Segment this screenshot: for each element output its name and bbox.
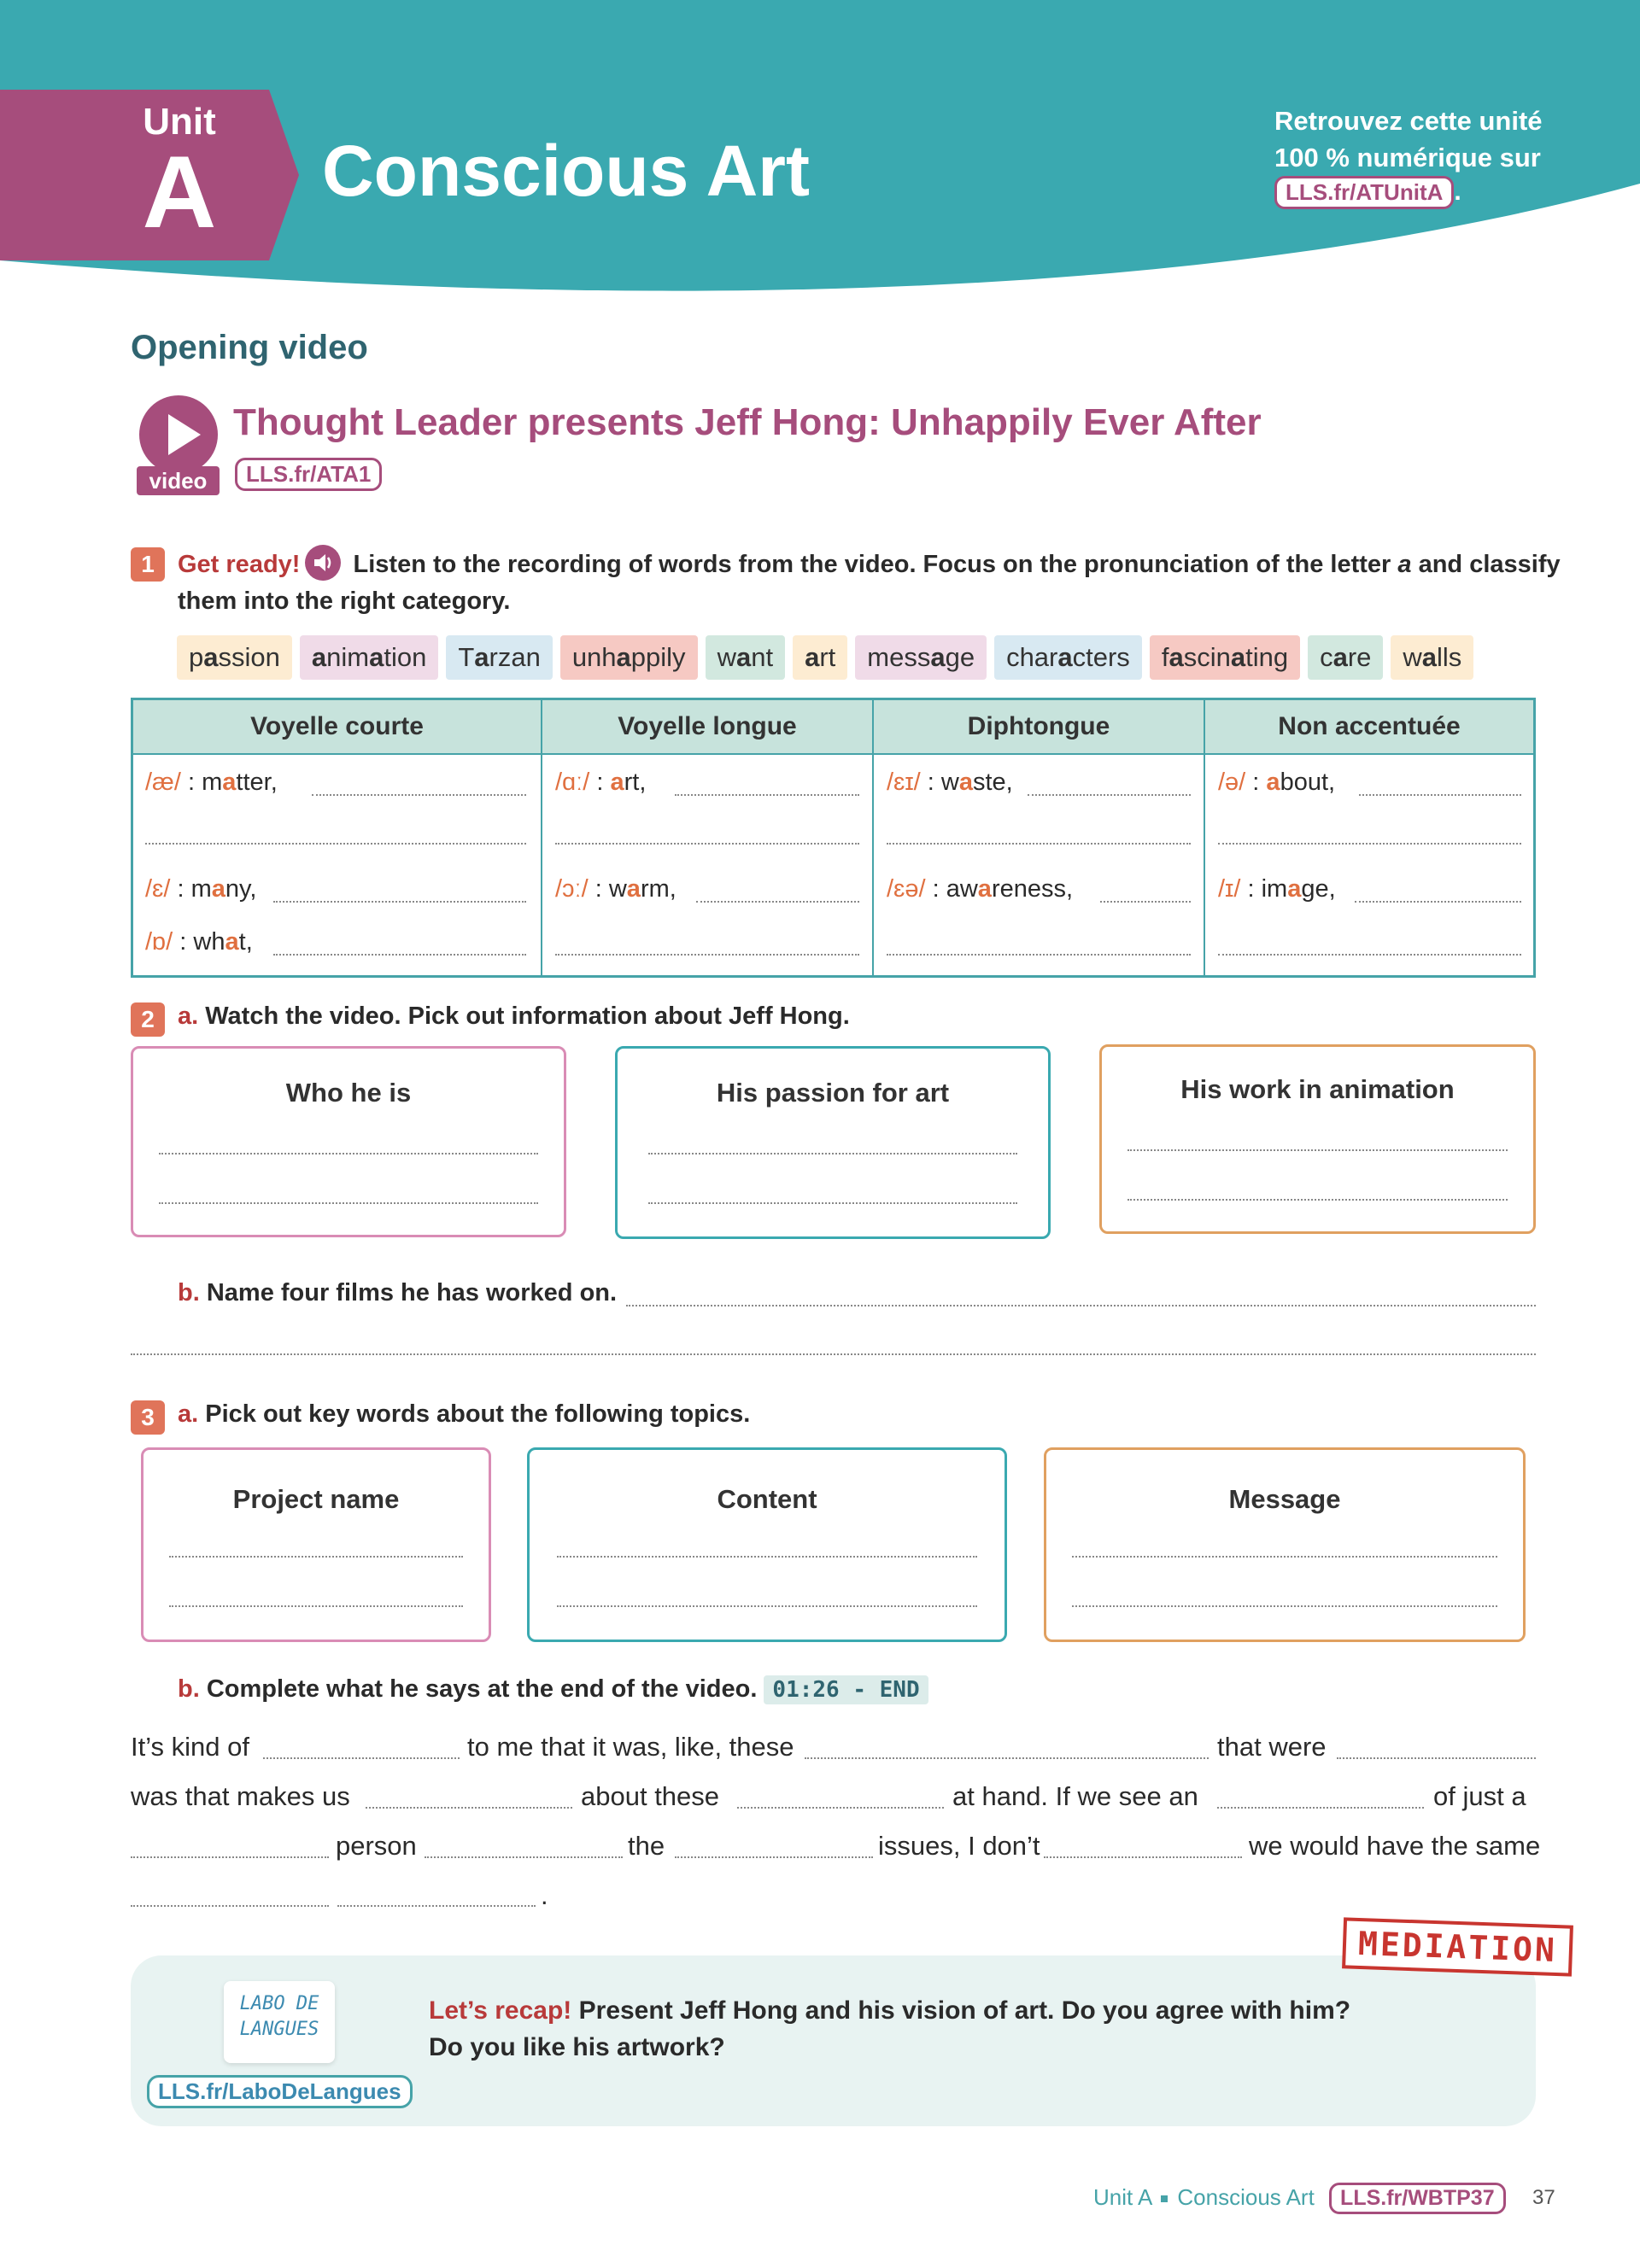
ipa-example xyxy=(1218,769,1335,797)
word-part: rt xyxy=(819,642,836,672)
box-title: Message xyxy=(1228,1484,1341,1514)
ipa-example xyxy=(555,875,676,903)
highlighted-letter: a xyxy=(211,875,226,903)
gap-text: was that makes us xyxy=(131,1781,350,1811)
word-part: nim xyxy=(326,642,370,672)
gap-text: about these xyxy=(581,1781,720,1811)
gap-text: that were xyxy=(1217,1732,1327,1762)
answer-line[interactable] xyxy=(1128,1149,1508,1151)
ipa-example xyxy=(887,875,1073,903)
word-part: rzan xyxy=(489,642,541,672)
speaker-icon[interactable] xyxy=(305,545,341,581)
highlighted-letter: a xyxy=(805,642,820,672)
unit-link-pill[interactable]: LLS.fr/ATUnitA xyxy=(1274,176,1454,209)
footer-separator-icon xyxy=(1161,2195,1168,2202)
blank[interactable] xyxy=(263,1757,460,1759)
word-part: nt xyxy=(751,642,774,672)
exercise-3b-text: Complete what he says at the end of the video. xyxy=(199,1675,758,1703)
ipa-symbol: /ɛ/ xyxy=(145,875,171,903)
recap-instruction xyxy=(429,1992,1350,2066)
word-part: f xyxy=(1161,642,1169,672)
exercise-2b-instruction xyxy=(178,1279,617,1307)
example-word-part: rt, xyxy=(624,769,647,796)
highlighted-letter: a xyxy=(1057,642,1073,672)
word-part: w xyxy=(1403,642,1422,672)
ipa-example xyxy=(145,928,253,956)
answer-line[interactable] xyxy=(1072,1556,1497,1558)
blank[interactable] xyxy=(366,1807,572,1809)
word-part: mess xyxy=(867,642,931,672)
timecode-badge: 01:26 - END xyxy=(764,1675,928,1704)
box-title: Who he is xyxy=(285,1078,412,1108)
exercise-3b-instruction xyxy=(178,1675,928,1704)
answer-box-who-he-is xyxy=(131,1046,566,1237)
answer-line[interactable] xyxy=(169,1605,463,1607)
highlighted-letter: a xyxy=(369,642,384,672)
word-chip[interactable] xyxy=(177,635,292,680)
ipa-symbol: /ə/ xyxy=(1218,769,1246,796)
answer-line[interactable] xyxy=(626,1305,1536,1306)
column-divider xyxy=(1204,700,1205,975)
example-word-part: : im xyxy=(1240,875,1288,903)
recap-line1: Present Jeff Hong and his vision of art. Do you agree with him? xyxy=(571,1996,1351,2025)
highlighted-letter: a xyxy=(930,642,946,672)
part-b-label: b. xyxy=(178,1279,200,1306)
answer-line[interactable] xyxy=(1028,794,1191,796)
answer-line[interactable] xyxy=(1128,1199,1508,1201)
example-word-part: ny, xyxy=(225,875,257,903)
exercise-3a-text: Pick out key words about the following topics. xyxy=(198,1400,751,1428)
answer-line[interactable] xyxy=(1359,794,1521,796)
exercise-1-instruction xyxy=(178,547,1561,620)
blank[interactable] xyxy=(425,1856,623,1858)
answer-line[interactable] xyxy=(557,1605,977,1607)
highlighted-letter: a xyxy=(1332,642,1348,672)
ipa-example xyxy=(145,875,256,903)
word-part: w xyxy=(717,642,736,672)
answer-line[interactable] xyxy=(887,843,1191,845)
highlighted-letter: a xyxy=(735,642,752,672)
example-word-part: ge, xyxy=(1301,875,1336,903)
highlighted-letter: a xyxy=(311,642,327,672)
word-part: c xyxy=(1320,642,1333,672)
highlighted-letter: a xyxy=(1266,769,1280,796)
exercise-number-3: 3 xyxy=(131,1400,165,1435)
video-link[interactable] xyxy=(235,458,382,491)
answer-line[interactable] xyxy=(696,901,859,903)
blank[interactable] xyxy=(737,1807,944,1809)
gap-text: It’s kind of xyxy=(131,1732,250,1762)
example-word-part: t, xyxy=(238,928,253,956)
word-part: ppily xyxy=(630,642,686,672)
box-title: His passion for art xyxy=(716,1078,950,1108)
word-chip[interactable] xyxy=(300,635,438,680)
video-title: Thought Leader presents Jeff Hong: Unhappily Ever After xyxy=(233,401,1262,443)
gap-text: the xyxy=(628,1831,665,1861)
ipa-symbol: /ɒ/ xyxy=(145,928,173,956)
blank[interactable] xyxy=(337,1905,536,1907)
answer-line[interactable] xyxy=(648,1153,1017,1154)
exercise-number-2: 2 xyxy=(131,1002,165,1037)
highlighted-letter: a xyxy=(1287,875,1302,903)
word-chip[interactable] xyxy=(706,635,786,680)
word-chip[interactable] xyxy=(1308,635,1383,680)
word-part: ssion xyxy=(218,642,280,672)
gap-text: at hand. If we see an xyxy=(952,1781,1198,1811)
instruction-text-1: Listen to the recording of words from the video. Focus on the pronunciation of the letter xyxy=(346,551,1398,578)
col-header-diphthong: Diphtongue xyxy=(874,700,1204,755)
ipa-example xyxy=(145,769,278,797)
answer-line[interactable] xyxy=(159,1153,538,1154)
word-chip[interactable] xyxy=(994,635,1142,680)
ipa-example xyxy=(1218,875,1336,903)
answer-box-animation xyxy=(1099,1044,1536,1234)
footer-title: Conscious Art xyxy=(1177,2184,1315,2210)
example-word-part: tter, xyxy=(236,769,278,796)
highlighted-letter: a xyxy=(610,769,624,796)
example-word-part: : m xyxy=(170,875,212,903)
gap-text: to me that it was, like, these xyxy=(467,1732,794,1762)
word-part: scin xyxy=(1183,642,1231,672)
ipa-symbol: /ɛə/ xyxy=(887,875,926,903)
labo-link[interactable]: LLS.fr/LaboDeLangues xyxy=(147,2075,413,2108)
opening-video-heading: Opening video xyxy=(131,329,368,366)
highlighted-letter: a xyxy=(474,642,489,672)
highlighted-letter: a xyxy=(958,769,973,796)
answer-line[interactable] xyxy=(1355,901,1521,903)
word-chip[interactable] xyxy=(1150,635,1300,680)
answer-line[interactable] xyxy=(1218,954,1521,956)
digital-notice-line2: 100 % numérique sur xyxy=(1274,143,1541,172)
answer-line[interactable] xyxy=(648,1202,1017,1204)
gap-text-end: . xyxy=(541,1880,548,1910)
play-icon[interactable] xyxy=(139,395,218,474)
word-list xyxy=(177,635,1473,680)
col-header-short-vowel: Voyelle courte xyxy=(133,700,541,755)
example-word-part: : aw xyxy=(925,875,978,903)
unit-letter: A xyxy=(142,135,217,249)
digital-notice xyxy=(1274,102,1543,176)
highlighted-letter: a xyxy=(225,928,239,956)
column-divider xyxy=(541,700,542,975)
example-word-part: : m xyxy=(180,769,223,796)
letter-a: a xyxy=(1397,551,1412,578)
blank[interactable] xyxy=(131,1856,329,1858)
unit-label: Unit xyxy=(143,101,216,143)
answer-line[interactable] xyxy=(557,1556,977,1558)
answer-line[interactable] xyxy=(1072,1605,1497,1607)
answer-line[interactable] xyxy=(555,843,859,845)
unit-link[interactable] xyxy=(1274,176,1461,209)
gap-text: of just a xyxy=(1433,1781,1526,1811)
answer-line[interactable] xyxy=(145,843,526,845)
answer-line[interactable] xyxy=(675,794,859,796)
word-part: p xyxy=(189,642,204,672)
word-part: char xyxy=(1006,642,1058,672)
ipa-symbol: /ɔː/ xyxy=(555,875,589,903)
example-word-part: : xyxy=(589,769,611,796)
labo-logo-line2: LANGUES xyxy=(239,2019,319,2040)
box-title: Content xyxy=(717,1484,817,1514)
pronunciation-table xyxy=(131,698,1536,978)
recap-lead: Let’s recap! xyxy=(429,1996,572,2025)
word-chip[interactable] xyxy=(793,635,847,680)
ipa-symbol: /ɪ/ xyxy=(1218,875,1241,903)
part-a-label: a. xyxy=(178,1400,199,1428)
exercise-2a-text: Watch the video. Pick out information about Jeff Hong. xyxy=(198,1002,850,1030)
highlighted-letter: a xyxy=(1230,642,1246,672)
example-word-part: bout, xyxy=(1280,769,1336,796)
answer-box-content xyxy=(527,1447,1007,1642)
instruction-text-2: and classify them into the right category. xyxy=(178,551,1561,616)
example-word-part: reness, xyxy=(991,875,1074,903)
word-chip[interactable] xyxy=(1391,635,1473,680)
highlighted-letter: a xyxy=(616,642,631,672)
unit-link-suffix: . xyxy=(1454,178,1461,206)
answer-box-project-name xyxy=(141,1447,491,1642)
col-header-long-vowel: Voyelle longue xyxy=(542,700,872,755)
example-word-part: : xyxy=(1245,769,1267,796)
answer-line[interactable] xyxy=(131,1353,1536,1355)
highlighted-letter: a xyxy=(977,875,992,903)
exercise-2a-instruction xyxy=(178,1002,850,1031)
highlighted-letter: a xyxy=(1168,642,1184,672)
mediation-stamp: MEDIATION xyxy=(1342,1917,1573,1976)
box-title: Project name xyxy=(232,1484,400,1514)
word-part: cters xyxy=(1072,642,1130,672)
exercise-2b-text: Name four films he has worked on. xyxy=(199,1279,618,1306)
answer-line[interactable] xyxy=(312,794,526,796)
example-word-part: : w xyxy=(588,875,627,903)
example-word-part: : w xyxy=(920,769,959,796)
unit-title: Conscious Art xyxy=(322,131,810,211)
word-part: lls xyxy=(1437,642,1462,672)
answer-line[interactable] xyxy=(1218,843,1521,845)
word-part: T xyxy=(458,642,475,672)
highlighted-letter: a xyxy=(222,769,237,796)
exercise-3a-instruction xyxy=(178,1400,750,1429)
answer-line[interactable] xyxy=(159,1202,538,1204)
ipa-example xyxy=(555,769,646,797)
blank[interactable] xyxy=(1337,1757,1536,1759)
answer-box-message xyxy=(1044,1447,1526,1642)
word-chip[interactable] xyxy=(855,635,987,680)
video-badge: video xyxy=(137,466,220,495)
page-number: 37 xyxy=(1532,2186,1555,2209)
blank[interactable] xyxy=(675,1856,873,1858)
blank[interactable] xyxy=(1044,1856,1242,1858)
blank[interactable] xyxy=(131,1905,329,1907)
word-part: ge xyxy=(945,642,975,672)
labo-logo-text xyxy=(224,1991,335,2043)
gap-text: issues, I don’t xyxy=(878,1831,1040,1861)
example-word-part: rm, xyxy=(640,875,676,903)
part-b-label: b. xyxy=(178,1675,200,1703)
answer-line[interactable] xyxy=(273,901,526,903)
footer-link[interactable]: LLS.fr/WBTP37 xyxy=(1329,2183,1506,2214)
highlighted-letter: a xyxy=(626,875,641,903)
part-a-label: a. xyxy=(178,1002,199,1030)
recap-line2: Do you like his artwork? xyxy=(429,2033,725,2061)
col-header-unstressed: Non accentuée xyxy=(1205,700,1533,755)
blank[interactable] xyxy=(1012,1757,1209,1759)
answer-line[interactable] xyxy=(273,954,526,956)
example-word-part: ste, xyxy=(973,769,1013,796)
word-chip[interactable] xyxy=(560,635,698,680)
answer-line[interactable] xyxy=(887,954,1191,956)
blank[interactable] xyxy=(1217,1807,1424,1809)
digital-notice-line1: Retrouvez cette unité xyxy=(1274,106,1543,136)
column-divider xyxy=(872,700,874,975)
labo-logo-line1: LABO DE xyxy=(239,1993,319,2014)
footer xyxy=(1093,2183,1506,2214)
word-part: ting xyxy=(1245,642,1289,672)
highlighted-letter: a xyxy=(1421,642,1438,672)
ipa-symbol: /ɛɪ/ xyxy=(887,769,921,796)
ipa-symbol: /ɑː/ xyxy=(555,769,590,796)
answer-line[interactable] xyxy=(555,954,859,956)
footer-unit: Unit A xyxy=(1093,2184,1151,2210)
box-title: His work in animation xyxy=(1180,1074,1455,1104)
ipa-symbol: /æ/ xyxy=(145,769,181,796)
video-link-pill[interactable]: LLS.fr/ATA1 xyxy=(235,458,382,491)
word-part: re xyxy=(1347,642,1372,672)
answer-line[interactable] xyxy=(169,1556,463,1558)
answer-line[interactable] xyxy=(1100,901,1191,903)
gap-text: person xyxy=(336,1831,417,1861)
get-ready-label: Get ready! xyxy=(178,551,301,578)
exercise-number-1: 1 xyxy=(131,547,165,582)
answer-box-passion xyxy=(615,1046,1051,1239)
word-chip[interactable] xyxy=(446,635,553,680)
example-word-part: : wh xyxy=(173,928,226,956)
highlighted-letter: a xyxy=(203,642,219,672)
gap-text: we would have the same xyxy=(1249,1831,1541,1861)
word-part: unh xyxy=(571,642,617,672)
word-part: tion xyxy=(384,642,427,672)
ipa-example xyxy=(887,769,1013,797)
